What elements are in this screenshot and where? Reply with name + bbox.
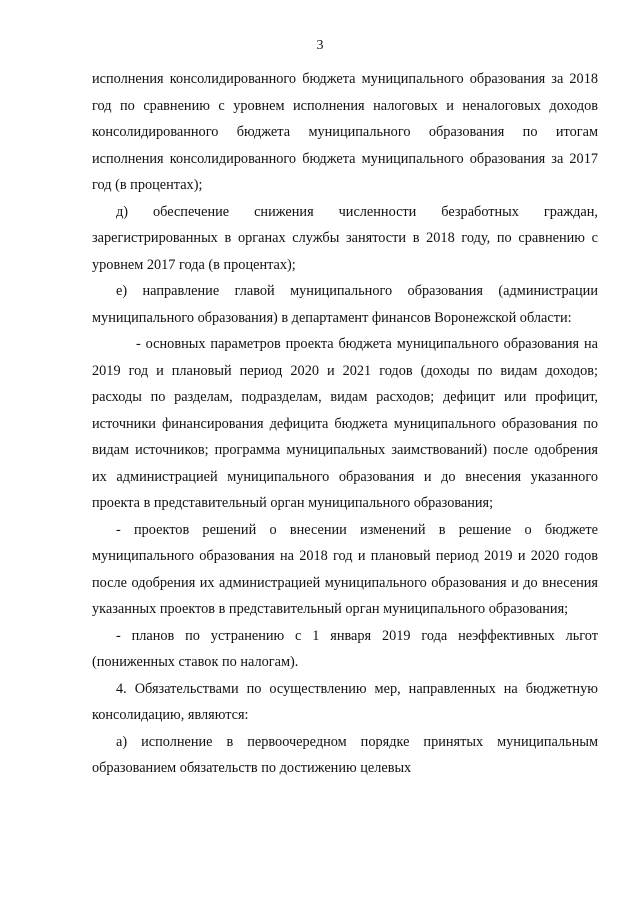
paragraph-item-a: а) исполнение в первоочередном порядке принятых муниципальным образованием обязательств по достижению целевых	[92, 733, 598, 776]
paragraph-dash-budget-parameters: - основных параметров проекта бюджета муниципального образования на 2019 год и плановый период 2020 и 2021 годов (доходы по видам доходов; расходы по разделам, подразделам, видам расходов; дефицит или профицит, источники финансирования дефицита бюджета муниципального образования по видам источников; программа муниципальных заимствований) после одобрения их администрацией муниципального образования и до внесения указанного проекта в представительный орган муниципального образования;	[92, 336, 598, 511]
document-body	[92, 66, 598, 782]
paragraph-continuation: исполнения консолидированного бюджета муниципального образования за 2018 год по сравнению с уровнем исполнения налоговых и неналоговых доходов консолидированного бюджета муниципального образования по итогам исполнения консолидированного бюджета муниципального образования за 2017 год (в процентах);	[92, 71, 598, 193]
page-number: 3	[316, 38, 324, 53]
paragraph-section-4: 4. Обязательствами по осуществлению мер, направленных на бюджетную консолидацию, являются:	[92, 680, 598, 723]
paragraph-item-d: д) обеспечение снижения численности безработных граждан, зарегистрированных в органах службы занятости в 2018 году, по сравнению с уровнем 2017 года (в процентах);	[92, 203, 598, 273]
paragraph-dash-budget-amendments: - проектов решений о внесении изменений в решение о бюджете муниципального образования на 2018 год и плановый период 2019 и 2020 годов после одобрения их администрацией муниципального образования и до внесения указанных проектов в представительный орган муниципального образования;	[92, 521, 598, 617]
paragraph-item-e: е) направление главой муниципального образования (администрации муниципального образования) в департамент финансов Воронежской области:	[92, 283, 598, 326]
paragraph-dash-tax-benefits: - планов по устранению с 1 января 2019 года неэффективных льгот (пониженных ставок по налогам).	[92, 627, 598, 670]
